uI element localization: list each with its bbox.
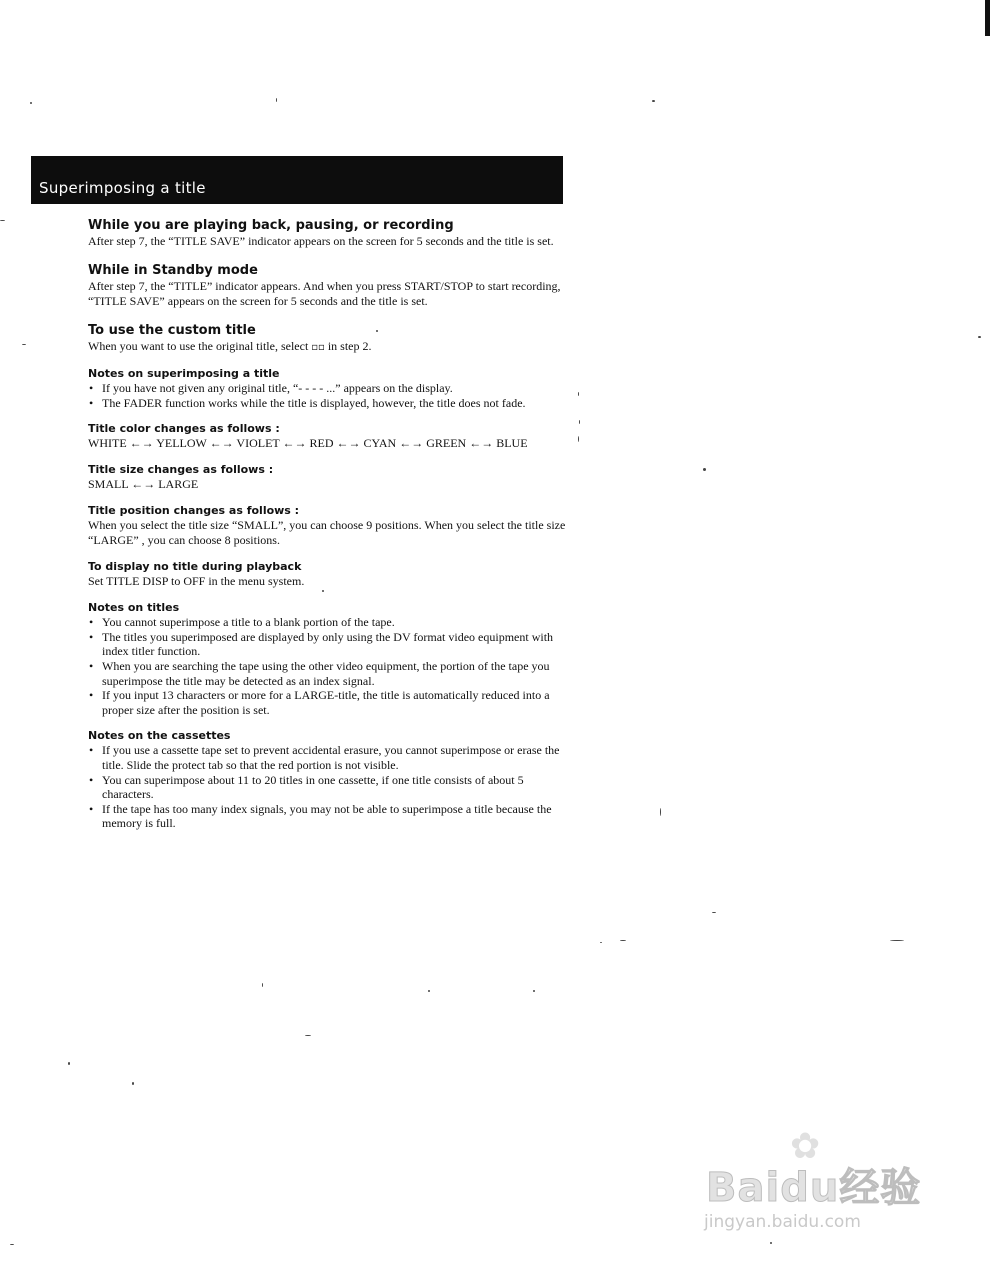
page-edge-mark	[985, 0, 990, 36]
content-column	[88, 218, 578, 831]
list-item: • When you are searching the tape using the other video equipment, the portion of the tape you superimpose the title may be detected as an index signal.	[88, 659, 578, 688]
heading-notes-superimposing: Notes on superimposing a title	[88, 367, 280, 380]
heading-title-position: Title position changes as follows :	[88, 504, 300, 518]
section-notes-titles	[88, 601, 578, 717]
list-item: • If the tape has too many index signals, you may not be able to superimpose a title because the memory is full.	[88, 802, 578, 831]
title-size-sequence: SMALL ←→ LARGE	[88, 477, 199, 492]
page-title: Superimposing a title	[39, 179, 206, 197]
body-custom-title	[88, 339, 578, 355]
body-title-position: When you select the title size “SMALL”, you can choose 9 positions. When you select the title size “LARGE” , you can choose 8 positions.	[88, 518, 566, 548]
heading-title-size: Title size changes as follows :	[88, 463, 274, 477]
section-standby	[88, 263, 578, 309]
heading-custom-title: To use the custom title	[88, 323, 256, 338]
list-item: • If you use a cassette tape set to prevent accidental erasure, you cannot superimpose or erase the title. Slide the protect tab so that the red portion is not visible.	[88, 743, 578, 772]
section-playback	[88, 218, 578, 249]
notes-superimposing-list	[88, 381, 578, 410]
section-title-color	[88, 422, 578, 451]
body-custom-title-before: When you want to use the original title, select	[88, 339, 309, 353]
body-no-title: Set TITLE DISP to OFF in the menu system.	[88, 574, 305, 589]
heading-no-title: To display no title during playback	[88, 560, 302, 574]
section-notes-cassettes	[88, 729, 578, 831]
section-title-bar	[31, 156, 563, 204]
tape-cassette-icon: ▫▫	[311, 342, 325, 353]
title-color-sequence: WHITE ←→ YELLOW ←→ VIOLET ←→ RED ←→ CYAN ←→ GREEN ←→ BLUE	[88, 436, 528, 451]
baidu-watermark	[698, 1126, 938, 1240]
section-custom-title	[88, 323, 578, 355]
heading-playback: While you are playing back, pausing, or recording	[88, 218, 454, 233]
list-item: • You cannot superimpose a title to a blank portion of the tape.	[88, 615, 578, 630]
section-title-position	[88, 504, 578, 548]
body-standby: After step 7, the “TITLE” indicator appears. And when you press START/STOP to start recording, “TITLE SAVE” appears on the screen for 5 seconds and the title is set.	[88, 279, 561, 308]
list-item: • If you have not given any original title, “- - - - ...” appears on the display.	[88, 381, 578, 396]
heading-standby: While in Standby mode	[88, 263, 258, 278]
section-no-title	[88, 560, 578, 589]
heading-notes-titles: Notes on titles	[88, 601, 180, 615]
list-item: • The titles you superimposed are displayed by only using the DV format video equipment with index titler function.	[88, 630, 578, 659]
watermark-brand: Baidu经验	[706, 1165, 922, 1211]
notes-titles-list	[88, 615, 578, 717]
notes-cassettes-list	[88, 743, 578, 831]
list-item: • You can superimpose about 11 to 20 titles in one cassette, if one title consists of about 5 characters.	[88, 773, 578, 802]
section-title-size	[88, 463, 578, 492]
body-playback: After step 7, the “TITLE SAVE” indicator appears on the screen for 5 seconds and the title is set.	[88, 234, 554, 248]
heading-notes-cassettes: Notes on the cassettes	[88, 729, 231, 743]
heading-title-color: Title color changes as follows :	[88, 422, 280, 436]
body-custom-title-after: in step 2.	[327, 339, 372, 353]
list-item: • The FADER function works while the title is displayed, however, the title does not fade.	[88, 396, 578, 411]
watermark-url: jingyan.baidu.com	[704, 1212, 861, 1232]
section-notes-superimposing	[88, 367, 578, 410]
paw-logo-icon: ✿	[790, 1126, 821, 1167]
list-item: • If you input 13 characters or more for a LARGE-title, the title is automatically reduced into a proper size after the position is set.	[88, 688, 578, 717]
